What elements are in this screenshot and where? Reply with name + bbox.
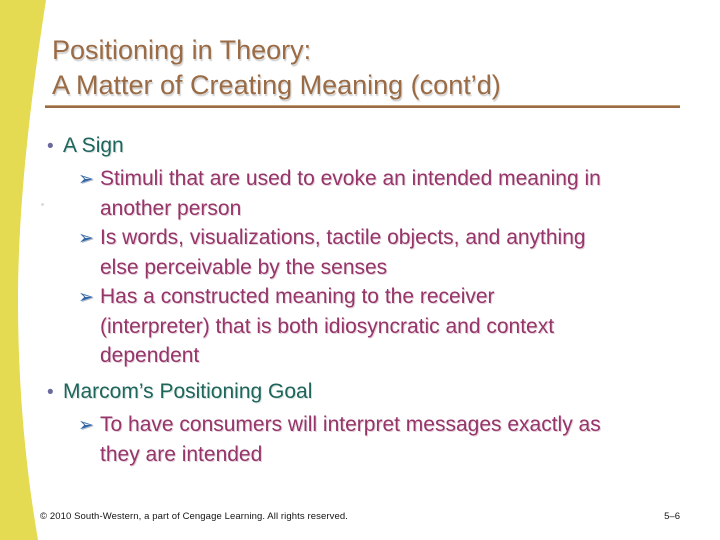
bullet-list <box>0 131 710 469</box>
list-item <box>0 377 710 407</box>
bullet-text: Marcom’s Positioning Goal <box>63 380 313 403</box>
list-item-line <box>0 223 710 253</box>
arrow-bullet-icon: ➢ <box>78 168 94 190</box>
footer-copyright: © 2010 South-Western, a part of Cengage Learning. All rights reserved. <box>40 511 348 522</box>
slide-title <box>52 33 501 103</box>
list-item <box>0 223 710 282</box>
list-item-line <box>0 131 710 161</box>
list-item-line <box>0 253 710 282</box>
bullet-text: else perceivable by the senses <box>100 256 388 279</box>
list-item <box>0 410 710 469</box>
list-item-line <box>0 440 710 469</box>
list-item-line <box>0 410 710 440</box>
list-item <box>0 282 710 370</box>
bullet-text: To have consumers will interpret messages exactly as <box>100 413 601 436</box>
list-item-line <box>0 312 710 341</box>
list-item-line <box>0 282 710 312</box>
bullet-text: Stimuli that are used to evoke an intended meaning in <box>100 167 601 190</box>
arrow-bullet-icon: ➢ <box>78 227 94 249</box>
arrow-bullet-icon: ➢ <box>78 286 94 308</box>
page-number: 5–6 <box>664 511 680 522</box>
list-item-line <box>0 194 710 223</box>
title-line-2: A Matter of Creating Meaning (cont’d) <box>52 70 501 100</box>
list-item <box>0 164 710 223</box>
arrow-bullet-icon: ➢ <box>78 414 94 436</box>
bullet-text: (interpreter) that is both idiosyncratic and context <box>100 315 555 338</box>
bullet-text: Has a constructed meaning to the receiver <box>100 285 495 308</box>
list-item-line <box>0 164 710 194</box>
title-underline <box>45 105 680 108</box>
list-item-line <box>0 341 710 370</box>
bullet-dot-icon: • <box>47 136 54 157</box>
title-line-1: Positioning in Theory: <box>52 35 312 65</box>
bullet-text: A Sign <box>63 134 124 157</box>
list-item <box>0 131 710 161</box>
bullet-text: Is words, visualizations, tactile objects, and anything <box>100 226 586 249</box>
bullet-text: dependent <box>100 344 200 367</box>
bullet-dot-icon: • <box>47 382 54 403</box>
bullet-text: another person <box>100 197 242 220</box>
list-item-line <box>0 377 710 407</box>
bullet-text: they are intended <box>100 443 263 466</box>
